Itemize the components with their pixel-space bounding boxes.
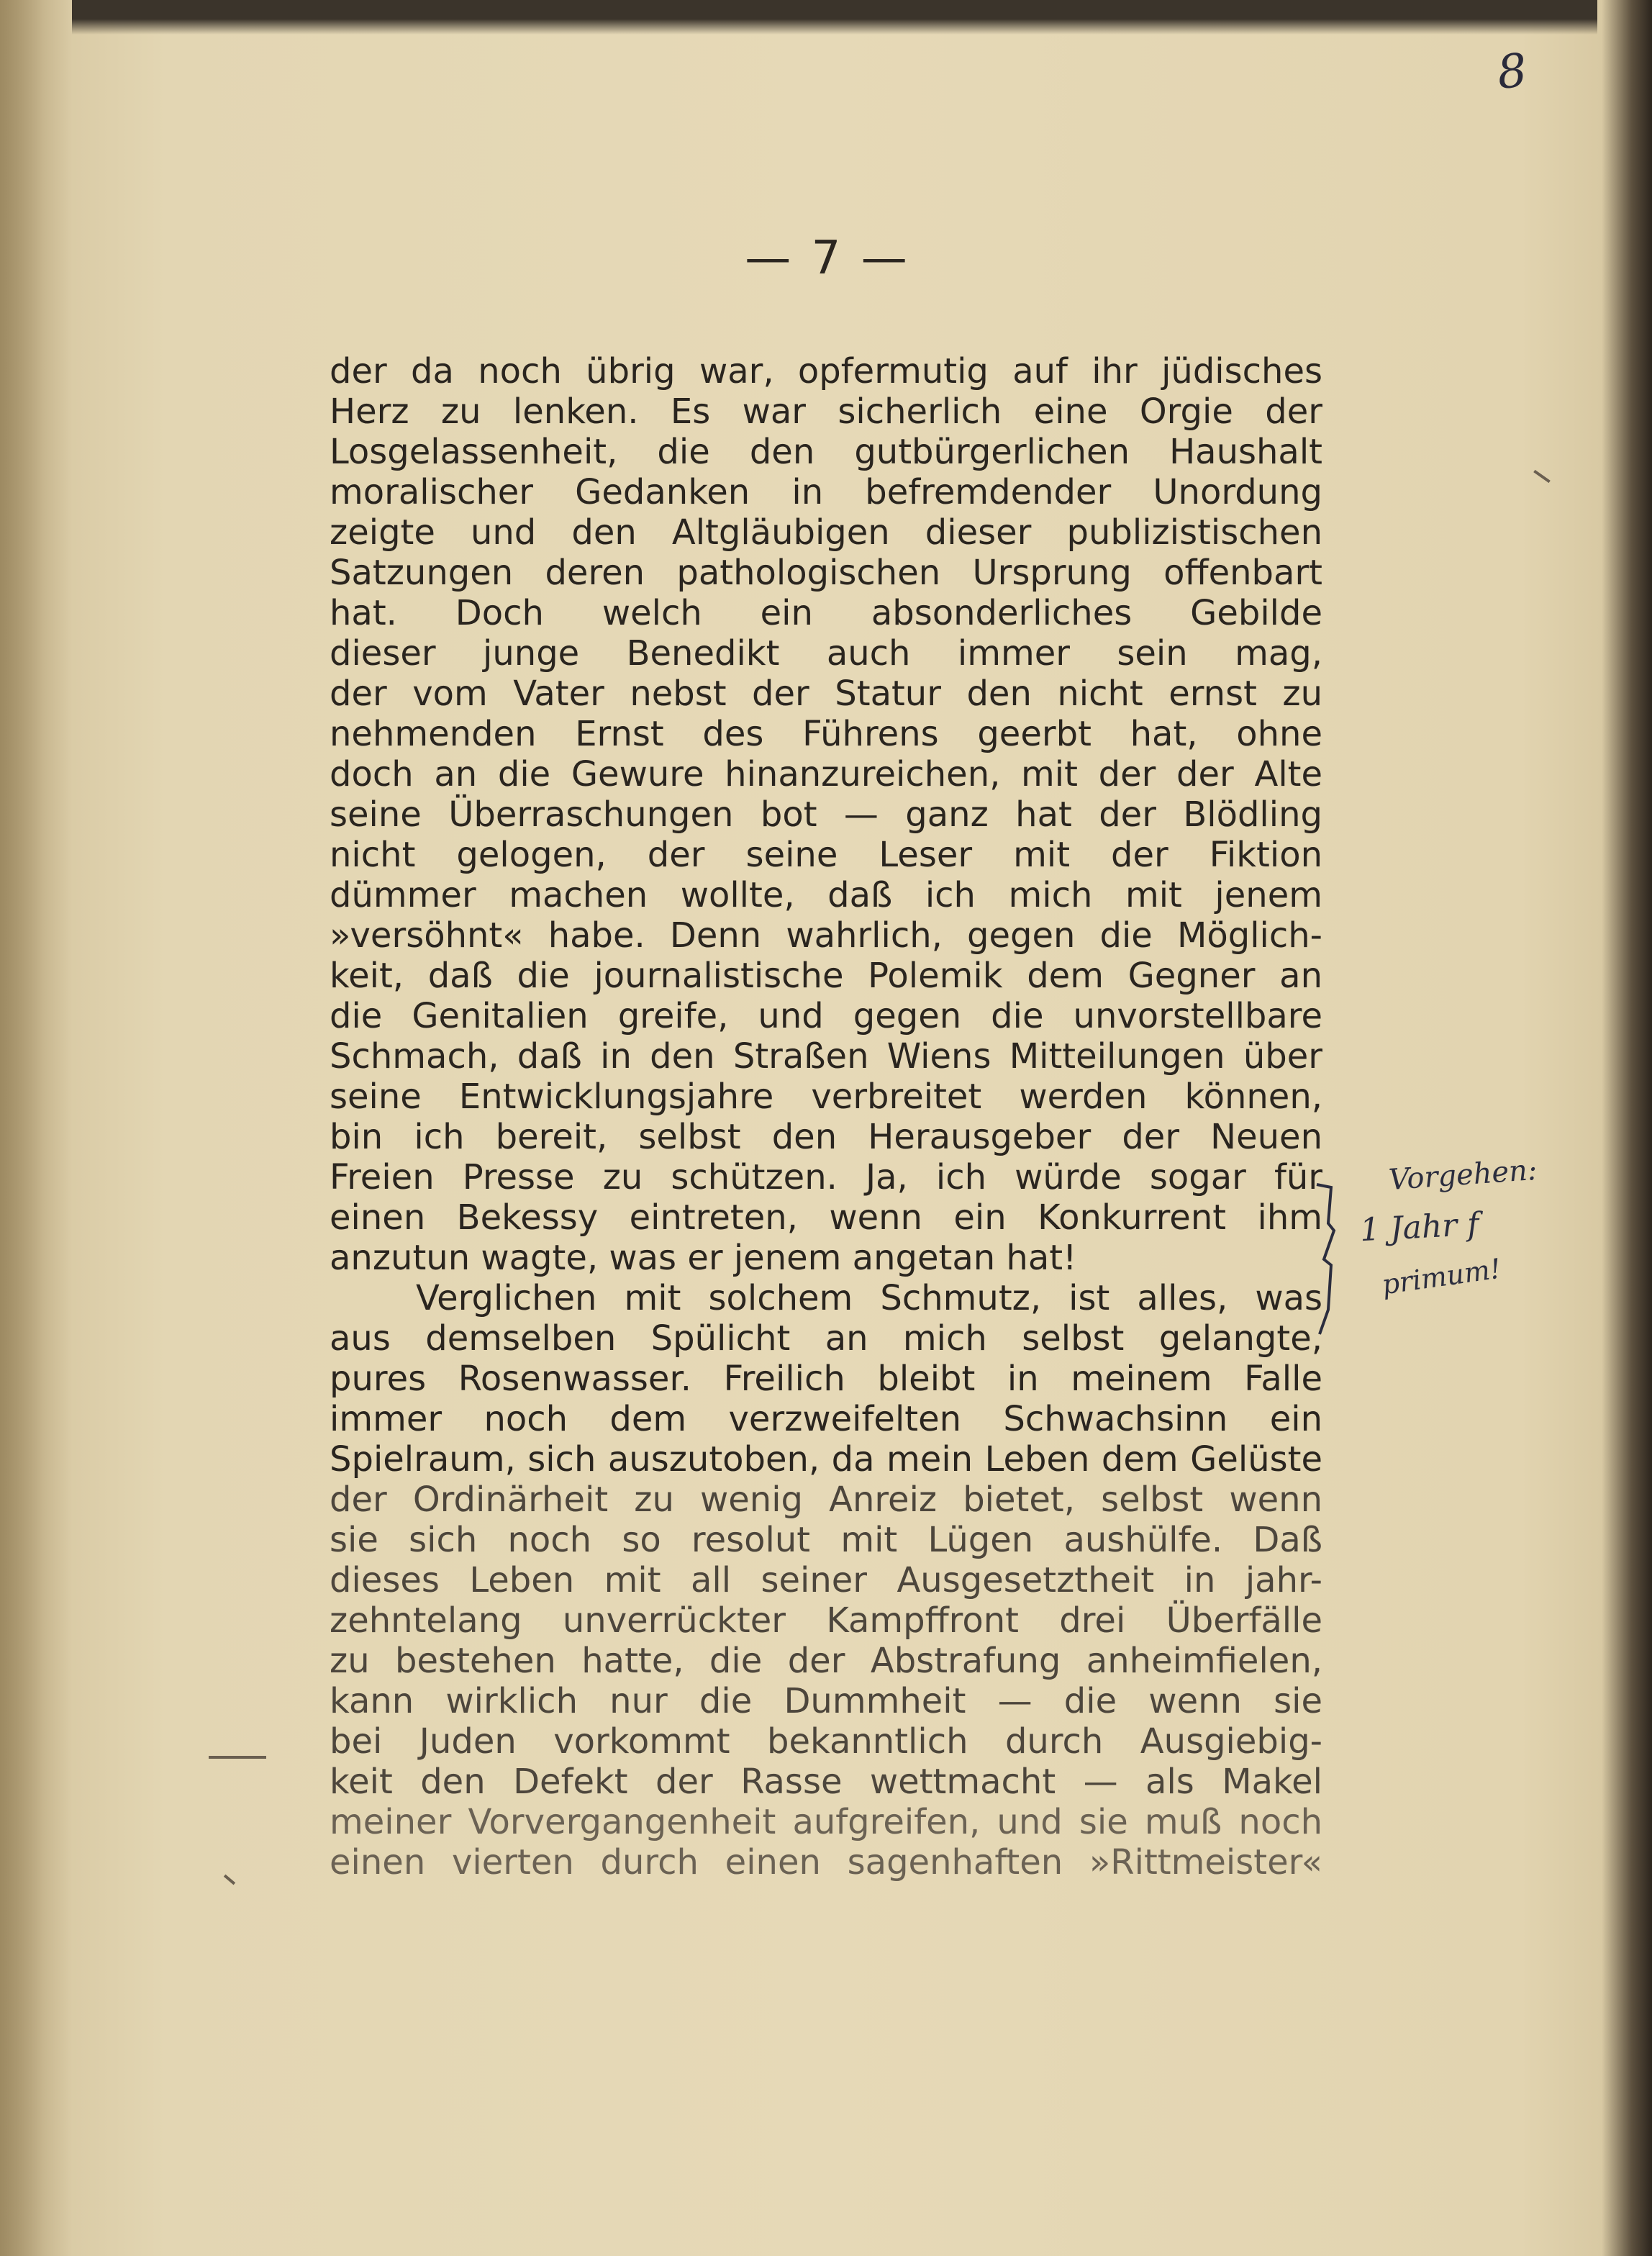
pencil-mark — [209, 1756, 266, 1759]
binding-shadow-top — [72, 0, 1597, 35]
page-edge-right — [1602, 0, 1652, 2256]
text-line: Verglichen mit solchem Schmutz, ist alles, was — [416, 1278, 1322, 1318]
margin-bracket-mark — [1312, 1180, 1341, 1338]
text-line: zehntelang unverrückter Kampffront drei Überfälle — [330, 1600, 1322, 1641]
text-line: der da noch übrig war, opfermutig auf ihr jüdisches — [330, 351, 1322, 391]
text-line: nicht gelogen, der seine Leser mit der Fiktion — [330, 835, 1322, 875]
text-line: seine Entwicklungsjahre verbreitet werden können, — [330, 1077, 1322, 1117]
pencil-mark — [224, 1875, 235, 1885]
text-line: dümmer machen wollte, daß ich mich mit jenem — [330, 875, 1322, 915]
text-line: Spielraum, sich auszutoben, da mein Leben dem Gelüste — [330, 1439, 1322, 1480]
text-line: Freien Presse zu schützen. Ja, ich würde sogar für — [330, 1157, 1322, 1197]
text-line: bin ich bereit, selbst den Herausgeber der Neuen — [330, 1117, 1322, 1157]
text-line: die Genitalien greife, und gegen die unvorstellbare — [330, 996, 1322, 1036]
text-line: immer noch dem verzweifelten Schwachsinn ein — [330, 1399, 1322, 1439]
text-line: der Ordinärheit zu wenig Anreiz bietet, selbst wenn — [330, 1480, 1322, 1520]
text-line: dieses Leben mit all seiner Ausgesetztheit in jahr- — [330, 1560, 1322, 1600]
text-line: moralischer Gedanken in befremdender Unordung — [330, 472, 1322, 512]
text-line: meiner Vorvergangenheit aufgreifen, und sie muß noch — [330, 1802, 1322, 1842]
text-line: hat. Doch welch ein absonderliches Gebilde — [330, 593, 1322, 633]
text-line: dieser junge Benedikt auch immer sein mag, — [330, 633, 1322, 674]
text-line: der vom Vater nebst der Statur den nicht ernst zu — [330, 674, 1322, 714]
text-line: Losgelassenheit, die den gutbürgerlichen Haushalt — [330, 432, 1322, 472]
printed-page-number: — 7 — — [745, 232, 910, 285]
text-line: keit den Defekt der Rasse wettmacht — als Makel — [330, 1762, 1322, 1802]
text-line: einen vierten durch einen sagenhaften »Rittmeister« — [330, 1842, 1322, 1883]
page-gutter-left — [0, 0, 72, 2256]
handwritten-margin-note: Vorgehen: — [1387, 1153, 1538, 1197]
text-line: keit, daß die journalistische Polemik dem Gegner an — [330, 956, 1322, 996]
text-line: aus demselben Spülicht an mich selbst gelangte, — [330, 1318, 1322, 1359]
pencil-mark — [1533, 470, 1551, 483]
text-line: bei Juden vorkommt bekanntlich durch Ausgiebig- — [330, 1721, 1322, 1762]
text-line: kann wirklich nur die Dummheit — die wenn sie — [330, 1681, 1322, 1721]
text-line: zeigte und den Altgläubigen dieser publizistischen — [330, 512, 1322, 553]
text-line: sie sich noch so resolut mit Lügen aushülfe. Daß — [330, 1520, 1322, 1560]
text-line: Schmach, daß in den Straßen Wiens Mitteilungen über — [330, 1036, 1322, 1077]
text-line: nehmenden Ernst des Führens geerbt hat, ohne — [330, 714, 1322, 754]
text-line: zu bestehen hatte, die der Abstrafung anheimfielen, — [330, 1641, 1322, 1681]
text-line: pures Rosenwasser. Freilich bleibt in meinem Falle — [330, 1359, 1322, 1399]
text-line: Herz zu lenken. Es war sicherlich eine Orgie der — [330, 391, 1322, 432]
text-line: doch an die Gewure hinanzureichen, mit der der Alte — [330, 754, 1322, 794]
handwritten-margin-note: 1 Jahr f — [1358, 1205, 1480, 1249]
body-text — [330, 351, 1322, 1883]
text-line: Satzungen deren pathologischen Ursprung offenbart — [330, 553, 1322, 593]
text-line: einen Bekessy eintreten, wenn ein Konkurrent ihm — [330, 1197, 1322, 1238]
handwritten-folio-number: 8 — [1494, 44, 1530, 100]
text-line: anzutun wagte, was er jenem angetan hat! — [330, 1238, 1077, 1278]
text-line: seine Überraschungen bot — ganz hat der Blödling — [330, 794, 1322, 835]
handwritten-margin-note: primum! — [1379, 1252, 1503, 1301]
text-line: »versöhnt« habe. Denn wahrlich, gegen die Möglich- — [330, 915, 1322, 956]
